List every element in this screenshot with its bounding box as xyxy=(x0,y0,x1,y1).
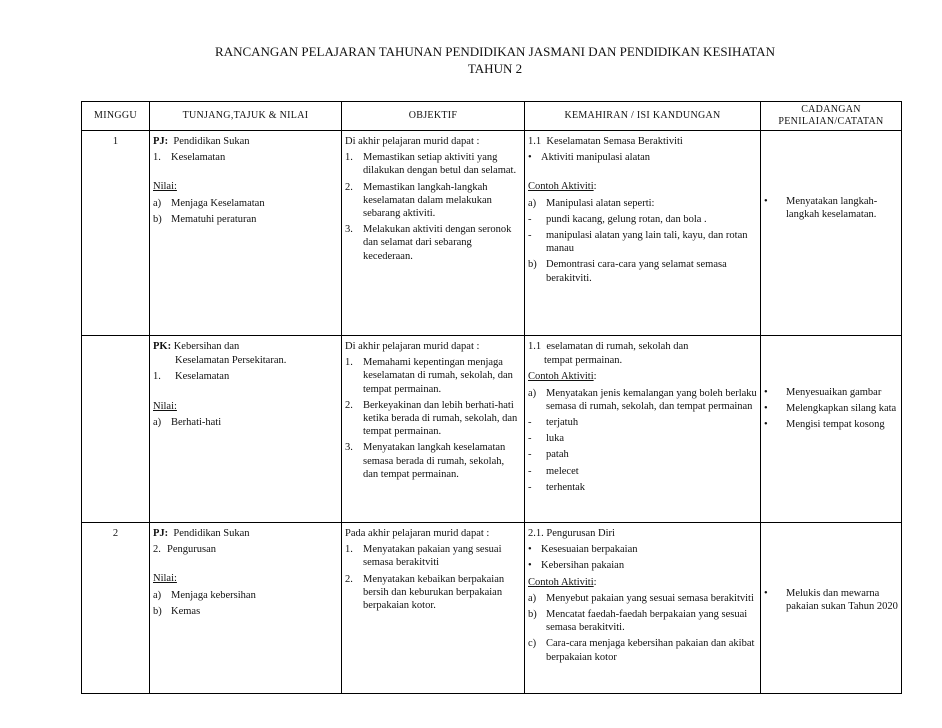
cell-minggu: 1 xyxy=(82,131,150,336)
list-item: 1. Menyatakan pakaian yang sesuai semasa berakitviti xyxy=(345,544,502,569)
list-item: - terjatuh xyxy=(528,417,579,429)
list-item: 2. Menyatakan kebaikan berpakaian bersih dan keburukan berpakaian berpakaian kotor. xyxy=(345,573,505,612)
list-item: 2. Pengurusan xyxy=(153,544,216,556)
list-item: - manipulasi alatan yang lain tali, kayu, dan rotan manau xyxy=(528,230,748,255)
cell-cadangan xyxy=(761,131,902,336)
contoh-label: Contoh Aktiviti : xyxy=(528,576,597,588)
table-row xyxy=(82,131,902,336)
bullet-icon: • xyxy=(764,196,768,207)
list-item: a) Menyebut pakaian yang sesuai semasa berakitviti xyxy=(528,592,754,604)
list-item: 1. Memahami kepentingan menjaga keselamatan di rumah, sekolah, dan tempat permainan. xyxy=(345,357,513,395)
cell-objektif xyxy=(342,131,525,336)
cell-objektif xyxy=(342,336,525,523)
cell-tunjang xyxy=(150,523,342,694)
list-item: a) Berhati-hati xyxy=(153,416,222,428)
nilai-label: Nilai: xyxy=(153,181,177,193)
topic-text: Pendidikan Sukan xyxy=(168,136,250,147)
cell-minggu xyxy=(82,336,150,523)
list-item: • Menyatakan langkah-langkah keselamatan. xyxy=(764,196,878,221)
bullet-icon: • xyxy=(764,387,768,398)
list-item: - luka xyxy=(528,433,565,445)
list-item: • Melukis dan mewarna pakaian sukan Tahun 2020 xyxy=(764,588,898,613)
cell-kemahiran xyxy=(525,131,761,336)
table-row xyxy=(82,523,902,694)
header-objektif: OBJEKTIF xyxy=(342,102,525,131)
list-item: 3. Melakukan aktiviti dengan seronok dan selamat dari sebarang kecederaan. xyxy=(345,224,512,262)
cell-minggu: 2 xyxy=(82,523,150,694)
header-minggu: MINGGU xyxy=(82,102,150,131)
kemahiran-heading: 1.1 Keselamatan Semasa Beraktiviti xyxy=(528,136,683,147)
bullet-icon: • xyxy=(764,588,768,599)
topic-text: Pendidikan Sukan xyxy=(168,528,250,539)
header-cadangan-line2: PENILAIAN/CATATAN xyxy=(778,116,884,127)
list-item: • Kebersihan pakaian xyxy=(528,560,625,572)
bullet-icon: • xyxy=(528,152,532,164)
list-item: a) Menjaga Keselamatan xyxy=(153,197,265,209)
list-item: b) Demontrasi cara-cara yang selamat semasa berakitviti. xyxy=(528,259,727,284)
title-line-1: RANCANGAN PELAJARAN TAHUNAN PENDIDIKAN JASMANI DAN PENDIDIKAN KESIHATAN xyxy=(215,44,775,59)
cell-cadangan xyxy=(761,336,902,523)
list-item: 1. Keselamatan xyxy=(153,371,230,383)
contoh-label: Contoh Aktiviti : xyxy=(528,181,597,193)
bullet-icon: • xyxy=(528,544,532,556)
cell-kemahiran xyxy=(525,523,761,694)
topic-prefix: PK: xyxy=(153,341,172,352)
header-tunjang: TUNJANG,TAJUK & NILAI xyxy=(150,102,342,131)
bullet-icon: • xyxy=(528,560,532,572)
list-item: c) Cara-cara menjaga kebersihan pakaian dan akibat berpakaian kotor xyxy=(528,638,755,663)
list-item: a) Menyatakan jenis kemalangan yang boleh berlaku semasa di rumah, sekolah, dan tempat permainan xyxy=(528,387,757,412)
list-item: - terhentak xyxy=(528,481,586,493)
list-item: b) Kemas xyxy=(153,605,201,617)
lesson-plan-table xyxy=(81,101,902,694)
title-line-2: TAHUN 2 xyxy=(467,61,523,76)
cell-kemahiran xyxy=(525,336,761,523)
list-item: - patah xyxy=(528,449,569,461)
list-item: • Menyesuaikan gambar xyxy=(764,387,882,398)
cell-objektif xyxy=(342,523,525,694)
topic-line-2: Keselamatan Persekitaran. xyxy=(175,355,287,367)
list-item: a) Menjaga kebersihan xyxy=(153,589,256,601)
nilai-label: Nilai: xyxy=(153,400,177,412)
list-item: b) Mencatat faedah-faedah berpakaian yang sesuai semasa berakitviti. xyxy=(528,609,748,634)
header-row xyxy=(82,102,902,131)
list-item: 3. Menyatakan langkah keselamatan semasa berada di rumah, sekolah, dan tempat permainan. xyxy=(345,442,506,480)
topic-line xyxy=(153,135,338,148)
list-item: 1. Memastikan setiap aktiviti yang dilakukan dengan betul dan selamat. xyxy=(345,152,517,177)
list-item: 1. Keselamatan xyxy=(153,152,226,164)
topic-prefix: PJ: xyxy=(153,528,169,539)
list-item: • Kesesuaian berpakaian xyxy=(528,544,638,556)
cell-cadangan xyxy=(761,523,902,694)
list-item: • Melengkapkan silang kata xyxy=(764,403,897,415)
topic-line xyxy=(153,340,338,353)
topic-text: Kebersihan dan xyxy=(171,341,240,352)
table-row xyxy=(82,336,902,523)
topic-prefix: PJ: xyxy=(153,136,169,147)
kemahiran-heading-2: tempat permainan. xyxy=(544,355,623,367)
objektif-intro: Di akhir pelajaran murid dapat : xyxy=(345,136,480,147)
kemahiran-heading: 2.1. Pengurusan Diri xyxy=(528,528,615,539)
topic-line xyxy=(153,527,338,540)
contoh-label: Contoh Aktiviti : xyxy=(528,371,597,383)
objektif-intro: Pada akhir pelajaran murid dapat : xyxy=(345,528,490,539)
header-cadangan xyxy=(761,102,902,131)
list-item: b) Mematuhi peraturan xyxy=(153,213,257,225)
list-item: • Aktiviti manipulasi alatan xyxy=(528,152,651,164)
cell-tunjang xyxy=(150,336,342,523)
header-kemahiran: KEMAHIRAN / ISI KANDUNGAN xyxy=(525,102,761,131)
list-item: 2. Memastikan langkah-langkah keselamatan dalam melakukan sebarang aktiviti. xyxy=(345,181,492,220)
nilai-label: Nilai: xyxy=(153,573,177,585)
header-cadangan-line1: CADANGAN xyxy=(801,104,861,115)
list-item: • Mengisi tempat kosong xyxy=(764,419,885,431)
list-item: 2. Berkeyakinan dan lebih berhati-hati ketika berada di rumah, sekolah, dan tempat permainan. xyxy=(345,399,518,438)
bullet-icon: • xyxy=(764,419,768,431)
kemahiran-heading: 1.1 eselamatan di rumah, sekolah dan xyxy=(528,341,689,352)
list-item: a) Manipulasi alatan seperti: xyxy=(528,197,655,209)
document-title xyxy=(90,43,900,77)
list-item: - melecet xyxy=(528,465,579,477)
list-item: - pundi kacang, gelung rotan, dan bola . xyxy=(528,213,707,225)
objektif-intro: Di akhir pelajaran murid dapat : xyxy=(345,341,480,352)
cell-tunjang xyxy=(150,131,342,336)
bullet-icon: • xyxy=(764,403,768,415)
